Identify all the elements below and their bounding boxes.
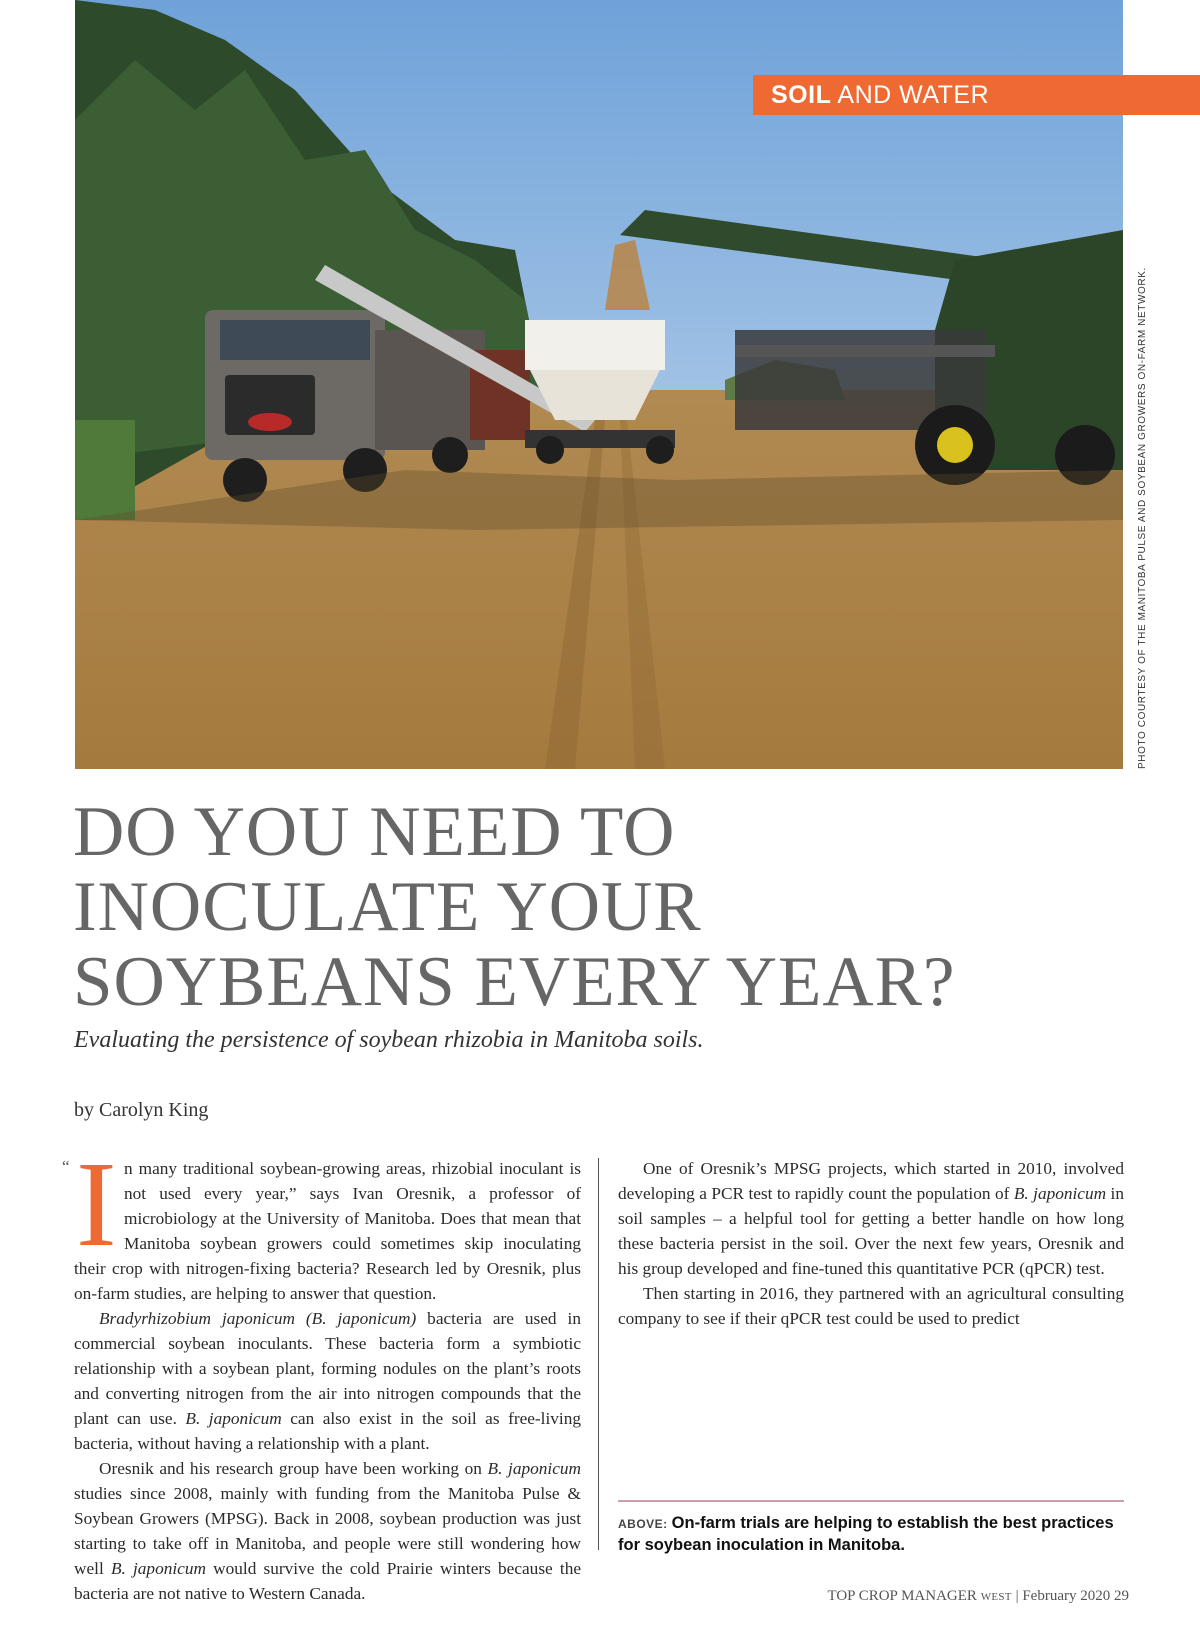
hero-photo xyxy=(75,0,1123,769)
column-divider xyxy=(598,1158,599,1550)
paragraph-5: Then starting in 2016, they partnered with an agricultural consulting company to see if their qPCR test could be used to predict xyxy=(618,1284,1124,1328)
dropcap xyxy=(62,1137,120,1272)
paragraph-4-text-a: One of Oresnik’s MPSG projects, which started in 2010, involved developing a PCR test to rapidly count the population of xyxy=(618,1159,1124,1203)
caption-label: ABOVE: xyxy=(618,1517,668,1531)
section-tag-strong: SOIL xyxy=(771,81,832,109)
paragraph-3-text-c: would survive the cold Prairie winters because the bacteria are not native to Western Canada. xyxy=(74,1559,582,1603)
paragraph-3-species: B. japonicum xyxy=(487,1459,581,1478)
headline-line-3: SOYBEANS EVERY YEAR? xyxy=(73,943,956,1021)
headline-line-1: DO YOU NEED TO xyxy=(73,793,676,871)
paragraph-4 xyxy=(618,1156,1124,1281)
paragraph-2-species: Bradyrhizobium japonicum (B. japonicum) xyxy=(99,1309,417,1328)
headline-line-2: INOCULATE YOUR xyxy=(73,868,702,946)
paragraph-2-text-a: bacteria are used in commercial soybean inoculants. These bacteria form a symbiotic relationship with a soybean plant, forming nodules on the plant’s roots and converting nitrogen from the air into nitrogen compounds that the plant can use. xyxy=(74,1309,581,1428)
section-tag-rest: AND WATER xyxy=(837,81,990,109)
body-column-right xyxy=(618,1156,1124,1331)
paragraph-2-species-b: B. japonicum xyxy=(185,1409,282,1428)
paragraph-3-text-b: studies since 2008, mainly with funding from the Manitoba Pulse & Soybean Growers (MPSG). Back in 2008, soybean production was just starting to take off in Manitoba, and people were still wondering how well xyxy=(74,1484,581,1578)
caption-rule xyxy=(618,1500,1124,1502)
headline xyxy=(73,795,1073,1020)
byline: by Carolyn King xyxy=(74,1099,209,1121)
harvest-scene-image xyxy=(75,0,1123,769)
open-quote: “ xyxy=(62,1157,70,1176)
folio-date-page: February 2020 29 xyxy=(1022,1588,1129,1604)
photo-credit: PHOTO COURTESY OF THE MANITOBA PULSE AND SOYBEAN GROWERS ON-FARM NETWORK. xyxy=(1137,267,1148,769)
paragraph-3-text-a: Oresnik and his research group have been working on xyxy=(99,1459,488,1478)
paragraph-2-text-b: can also exist in the soil as free-living bacteria, without having a relationship with a plant. xyxy=(74,1409,582,1453)
paragraph-1-text: n many traditional soybean-growing areas, rhizobial inoculant is not used every year,” says Ivan Oresnik, a professor of microbiology at the University of Manitoba. Does that mean that Manitoba soybean growers could sometimes skip inoculating their crop with nitrogen-fixing bacteria? Research led by Oresnik, plus on-farm studies, are helping to answer that question. xyxy=(74,1159,581,1303)
dek-subtitle: Evaluating the persistence of soybean rhizobia in Manitoba soils. xyxy=(74,1027,704,1053)
paragraph-3-species-b: B. japonicum xyxy=(110,1559,206,1578)
folio-separator: | xyxy=(1015,1588,1019,1604)
folio-edition: WEST xyxy=(980,1591,1012,1603)
paragraph-4-species: B. japonicum xyxy=(1013,1184,1107,1203)
page-folio xyxy=(827,1588,1129,1605)
section-tag xyxy=(753,75,1200,115)
paragraph-4-text-b: in soil samples – a helpful tool for getting a better handle on how long these bacteria persist in the soil. Over the next few years, Oresnik and his group developed and fine-tuned this quantitative PCR (qPCR) test. xyxy=(618,1184,1124,1278)
dropcap-letter: I xyxy=(76,1137,117,1272)
folio-magazine: TOP CROP MANAGER xyxy=(827,1588,977,1604)
paragraph-3 xyxy=(74,1456,581,1606)
body-column-left xyxy=(62,1137,582,1606)
photo-caption xyxy=(618,1513,1124,1556)
caption-text: On-farm trials are helping to establish the best practices for soybean inoculation in Manitoba. xyxy=(618,1514,1114,1554)
paragraph-2 xyxy=(74,1306,581,1456)
paragraph-1 xyxy=(62,1137,581,1306)
